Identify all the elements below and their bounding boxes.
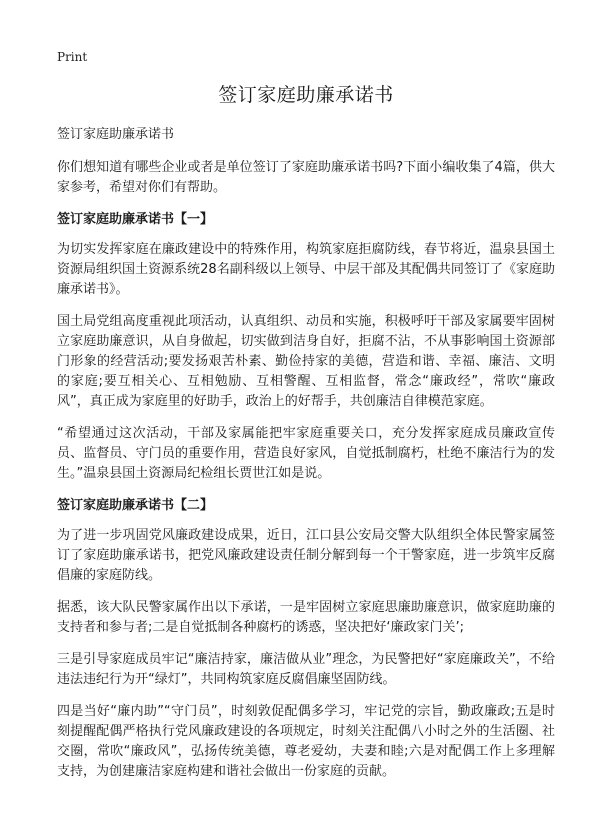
page-title: 签订家庭助廉承诺书 bbox=[218, 84, 394, 106]
body-paragraph: 三是引导家庭成员牢记“廉洁持家，廉洁做从业”理念，为民警把好“家庭廉政关”，不给违法违纪行为开“绿灯”，共同构筑家庭反腐倡廉坚固防线。 bbox=[57, 652, 555, 687]
intro-paragraph: 你们想知道有哪些企业或者是单位签订了家庭助廉承诺书吗?下面小编收集了4篇，供大家参考，希望对你们有帮助。 bbox=[57, 160, 555, 195]
print-link[interactable]: Print bbox=[57, 50, 88, 64]
body-paragraph: 据悉，该大队民警家属作出以下承诺，一是牢固树立家庭思廉助廉意识，做家庭助廉的支持者和参与者;二是自觉抵制各种腐朽的诱惑，坚决把好‘廉政家门关’; bbox=[57, 600, 555, 635]
section-one bbox=[57, 210, 555, 484]
section-heading: 签订家庭助廉承诺书【一】 bbox=[57, 212, 214, 227]
body-paragraph: 国土局党组高度重视此项活动，认真组织、动员和实施，积极呼吁干部及家属要牢固树立家庭助廉意识，从自身做起，切实做到洁身自好，拒腐不沾，不从事影响国土资源部门形象的经营活动;要发扬艰苦朴素、勤俭持家的美德，营造和谐、幸福、廉洁、文明的家庭;要互相关心、互相勉励、互相警醒、互相监督，常念“廉政经”，常吹“廉政风”，真正成为家庭里的好助手，政治上的好帮手，共创廉洁自律模范家庭。 bbox=[57, 314, 555, 409]
section-heading: 签订家庭助廉承诺书【二】 bbox=[57, 498, 214, 513]
body-paragraph: “希望通过这次活动，干部及家属能把牢家庭重要关口，充分发挥家庭成员廉政宣传员、监督员、守门员的重要作用，营造良好家风，自觉抵制腐朽，杜绝不廉洁行为的发生。”温泉县国土资源局纪检组长贾世江如是说。 bbox=[57, 426, 555, 481]
body-paragraph: 为了进一步巩固党风廉政建设成果，近日，江口县公安局交警大队组织全体民警家属签订了家庭助廉承诺书，把党风廉政建设责任制分解到每一个干警家庭，进一步筑牢反腐倡廉的家庭防线。 bbox=[57, 528, 555, 583]
body-paragraph: 四是当好“廉内助”“守门员”，时刻敦促配偶多学习，牢记党的宗旨，勤政廉政;五是时刻提醒配偶严格执行党风廉政建设的各项规定，时刻关注配偶八小时之外的生活圈、社交圈，常吹“廉政风”，弘扬传统美德，尊老爱幼，夫妻和睦;六是对配偶工作上多理解支持，为创建廉洁家庭构建和谐社会做出一份家庭的贡献。 bbox=[57, 704, 555, 779]
section-two bbox=[57, 496, 555, 782]
body-paragraph: 为切实发挥家庭在廉政建设中的特殊作用，构筑家庭拒腐防线，春节将近，温泉县国土资源局组织国土资源系统28名副科级以上领导、中层干部及其配偶共同签订了《家庭助廉承诺书》。 bbox=[57, 242, 555, 297]
document-subtitle: 签订家庭助廉承诺书 bbox=[57, 127, 175, 142]
